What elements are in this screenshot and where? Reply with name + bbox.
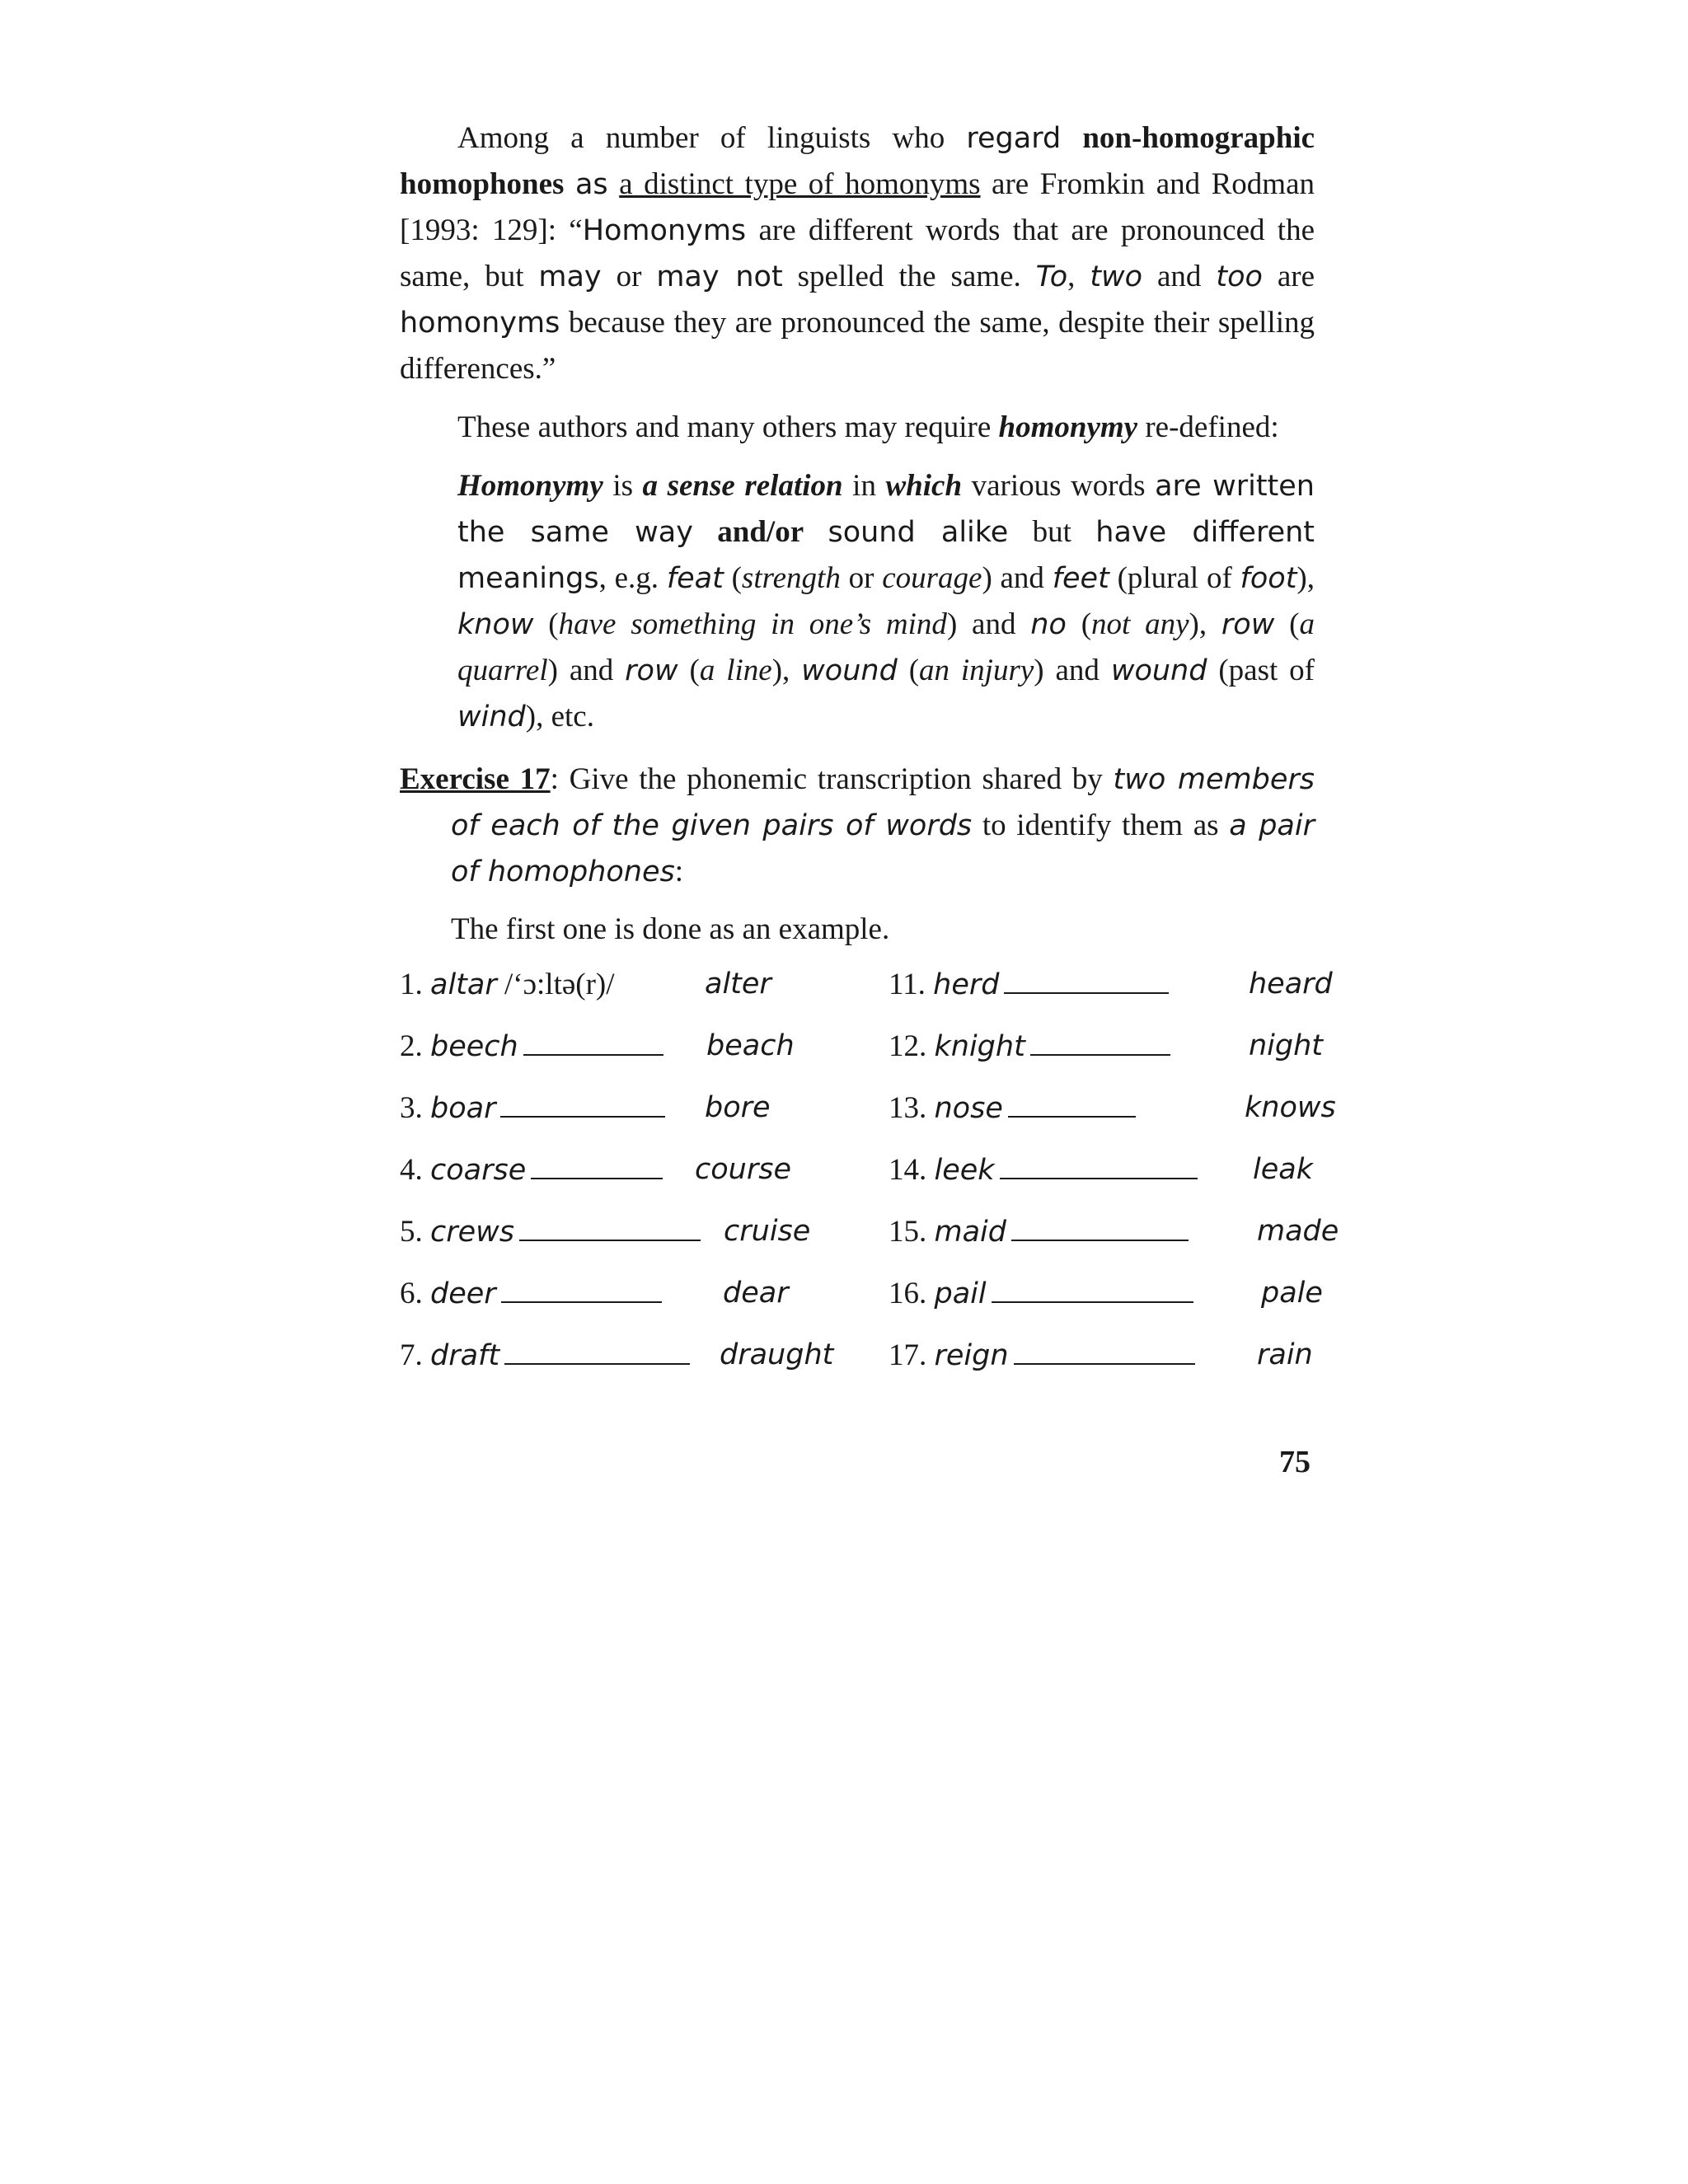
example-word: know	[457, 608, 534, 641]
text-run: ) and	[547, 654, 626, 687]
example-word: wound	[801, 654, 898, 687]
pair-word-first: pail	[934, 1277, 987, 1310]
text-run: regard	[966, 122, 1062, 155]
text-body	[400, 115, 1339, 1399]
pair-word-second: dear	[723, 1277, 789, 1310]
example-word: foot	[1240, 562, 1297, 595]
paragraph-redefine	[400, 405, 1315, 450]
text-run: have different meanings	[457, 516, 1315, 595]
example-word: wind	[457, 701, 526, 733]
definition-paragraph	[400, 463, 1315, 740]
pair-row	[400, 1271, 888, 1320]
gloss: have something in one’s mind	[558, 607, 947, 641]
pair-number: 11.	[889, 968, 926, 1001]
pair-number: 12.	[889, 1029, 927, 1063]
text-run: in	[842, 469, 886, 503]
pair-number: 17.	[889, 1338, 927, 1372]
pair-word-first: knight	[934, 1030, 1025, 1063]
answer-blank[interactable]	[523, 1029, 663, 1056]
text-run: but	[1008, 515, 1096, 549]
text-run: :	[674, 855, 684, 888]
pair-word-second: rain	[1257, 1338, 1313, 1371]
term-non-homographic-homophones: non-homographic homophones	[400, 121, 1315, 201]
pair-number: 15.	[889, 1215, 927, 1249]
answer-blank[interactable]	[1008, 1091, 1136, 1118]
text-run: ,	[1067, 260, 1090, 293]
example-word: feet	[1052, 562, 1109, 595]
example-word: row	[625, 654, 678, 687]
text-run: (plural of	[1109, 561, 1240, 595]
text-run: are Fromkin and Rodman [1993: 129]: “	[400, 167, 1315, 247]
example-word: two	[1090, 260, 1143, 293]
pair-number: 7.	[400, 1338, 423, 1372]
pair-number: 14.	[889, 1153, 927, 1187]
text-run: because they are pronounced the same, despite their spelling differences.”	[400, 306, 1315, 386]
text-run: and/or	[717, 515, 804, 549]
pair-number: 2.	[400, 1029, 423, 1063]
pair-row	[889, 1024, 1414, 1073]
text-run	[1061, 121, 1082, 155]
example-word: too	[1216, 260, 1263, 293]
pair-word-second: knows	[1245, 1091, 1336, 1124]
pair-number: 16.	[889, 1277, 927, 1310]
pair-word-second: heard	[1249, 968, 1333, 1001]
pair-word-second: bore	[705, 1091, 771, 1124]
example-word: wound	[1110, 654, 1207, 687]
pair-word-second: beach	[706, 1029, 795, 1062]
answer-blank[interactable]	[1030, 1029, 1170, 1056]
text-run: (past of	[1207, 654, 1315, 687]
pair-number: 4.	[400, 1153, 423, 1187]
text-run: to identify them as	[972, 808, 1230, 842]
text-run: a pair of homophones	[451, 809, 1315, 888]
word-pairs-list	[400, 962, 1339, 1399]
text-run: spelled the same.	[782, 260, 1036, 293]
pair-word-second: course	[695, 1153, 791, 1186]
text-run: are	[1262, 260, 1315, 293]
text-run: a sense relation	[642, 469, 843, 503]
text-run	[693, 515, 717, 549]
text-run	[804, 515, 828, 549]
pair-row	[889, 1271, 1426, 1320]
text-run	[564, 167, 575, 201]
exercise-note: The first one is done as an example.	[451, 912, 890, 946]
pair-word-second: leak	[1253, 1153, 1313, 1186]
term-homonymy: Homonymy	[457, 469, 603, 503]
pair-number: 1.	[400, 968, 423, 1001]
text-run: as	[574, 168, 608, 201]
text-run: or	[840, 561, 883, 595]
example-word: To	[1035, 260, 1068, 293]
paragraph-fromkin	[400, 115, 1315, 391]
answer-blank[interactable]	[500, 1091, 665, 1118]
text-run: ),	[1296, 561, 1315, 595]
pair-word-first: herd	[933, 968, 1000, 1001]
answer-blank[interactable]	[501, 1277, 662, 1303]
text-run: These authors and many others may require	[457, 410, 999, 444]
text-run: and	[1142, 260, 1217, 293]
pair-row	[889, 1333, 1422, 1382]
text-run	[608, 167, 620, 201]
example-word: feat	[666, 562, 724, 595]
pair-row	[400, 1333, 884, 1382]
term-homonymy: homonymy	[998, 410, 1138, 444]
gloss: a quarrel	[457, 607, 1315, 687]
pair-row	[889, 1209, 1422, 1258]
pair-word-first: deer	[430, 1277, 496, 1310]
text-run: (	[897, 654, 920, 687]
text-run: (	[1066, 607, 1092, 641]
pair-word-second: made	[1257, 1215, 1339, 1248]
pair-word-second: pale	[1261, 1277, 1323, 1310]
text-run: re-defined:	[1137, 410, 1279, 444]
pair-number: 13.	[889, 1091, 927, 1125]
text-run: are different words that are pronounced the same, but	[400, 213, 1315, 293]
pair-word-first: crews	[430, 1216, 515, 1249]
pair-word-first: leek	[934, 1154, 995, 1187]
answer-blank[interactable]	[992, 1277, 1193, 1303]
text-run: ), etc.	[525, 700, 594, 733]
phonemic-transcription: /‘ɔ:ltə(r)/	[504, 968, 615, 1001]
text-run: (	[533, 607, 559, 641]
answer-blank[interactable]	[1011, 1215, 1189, 1241]
text-run: , e.g.	[598, 561, 667, 595]
pair-word-first: draft	[430, 1339, 500, 1372]
text-run: sound alike	[828, 516, 1009, 549]
pair-row	[400, 1024, 871, 1073]
gloss: not any	[1091, 607, 1189, 641]
text-run: ) and	[982, 561, 1053, 595]
answer-blank[interactable]	[519, 1215, 701, 1241]
answer-blank[interactable]	[531, 1153, 663, 1179]
text-run: various words	[962, 469, 1156, 503]
pair-word-first: boar	[430, 1092, 496, 1125]
underlined-phrase: a distinct type of homonyms	[619, 167, 981, 201]
page-number: 75	[1279, 1445, 1311, 1479]
pair-row	[400, 1147, 860, 1197]
text-run: Homonyms	[582, 214, 747, 247]
text-run: may not	[656, 260, 783, 293]
pair-row	[889, 1147, 1418, 1197]
pair-number: 5.	[400, 1215, 423, 1249]
text-run: Among a number of linguists who	[457, 121, 967, 155]
pair-word-first: maid	[934, 1216, 1006, 1249]
text-run: ) and	[946, 607, 1031, 641]
pair-word-second: cruise	[724, 1215, 811, 1248]
pair-word-second: night	[1249, 1029, 1324, 1062]
text-run: or	[601, 260, 657, 293]
pair-row	[889, 962, 1414, 1011]
answer-blank[interactable]	[504, 1338, 690, 1365]
text-run: ),	[771, 654, 802, 687]
text-run: homonyms	[400, 307, 560, 340]
pair-word-first: beech	[430, 1030, 518, 1063]
exercise-instruction	[400, 757, 1315, 895]
gloss: a line	[699, 654, 772, 687]
pair-row	[400, 1209, 889, 1258]
pair-word-first: altar	[430, 968, 497, 1001]
pair-word-first: coarse	[430, 1154, 527, 1187]
answer-blank[interactable]	[1000, 1153, 1198, 1179]
pair-row	[400, 962, 870, 1011]
text-run: ) and	[1034, 654, 1111, 687]
pair-number: 6.	[400, 1277, 423, 1310]
gloss: strength	[741, 561, 841, 595]
pair-word-first: nose	[934, 1092, 1003, 1125]
pair-word-second: draught	[720, 1338, 834, 1371]
text-run: are written the same way	[457, 470, 1315, 549]
gloss: courage	[882, 561, 982, 595]
text-run: may	[538, 260, 602, 293]
pair-row	[889, 1085, 1409, 1135]
text-run: ),	[1189, 607, 1221, 641]
text-run: : Give the phonemic transcription shared by	[550, 762, 1114, 796]
pair-word-second: alter	[705, 968, 771, 1001]
example-word: no	[1030, 608, 1067, 641]
gloss: an injury	[919, 654, 1034, 687]
text-run: (	[723, 561, 742, 595]
pair-number: 3.	[400, 1091, 423, 1125]
exercise-label: Exercise 17	[400, 762, 551, 796]
text-run: two members of each of the given pairs of words	[451, 763, 1315, 842]
text-run: which	[885, 469, 963, 503]
text-run: is	[603, 469, 643, 503]
answer-blank[interactable]	[1014, 1338, 1195, 1365]
text-run: (	[1274, 607, 1300, 641]
text-run: (	[678, 654, 700, 687]
answer-blank[interactable]	[1004, 968, 1169, 994]
pair-word-first: reign	[934, 1339, 1009, 1372]
pair-row	[400, 1085, 870, 1135]
example-word: row	[1221, 608, 1275, 641]
